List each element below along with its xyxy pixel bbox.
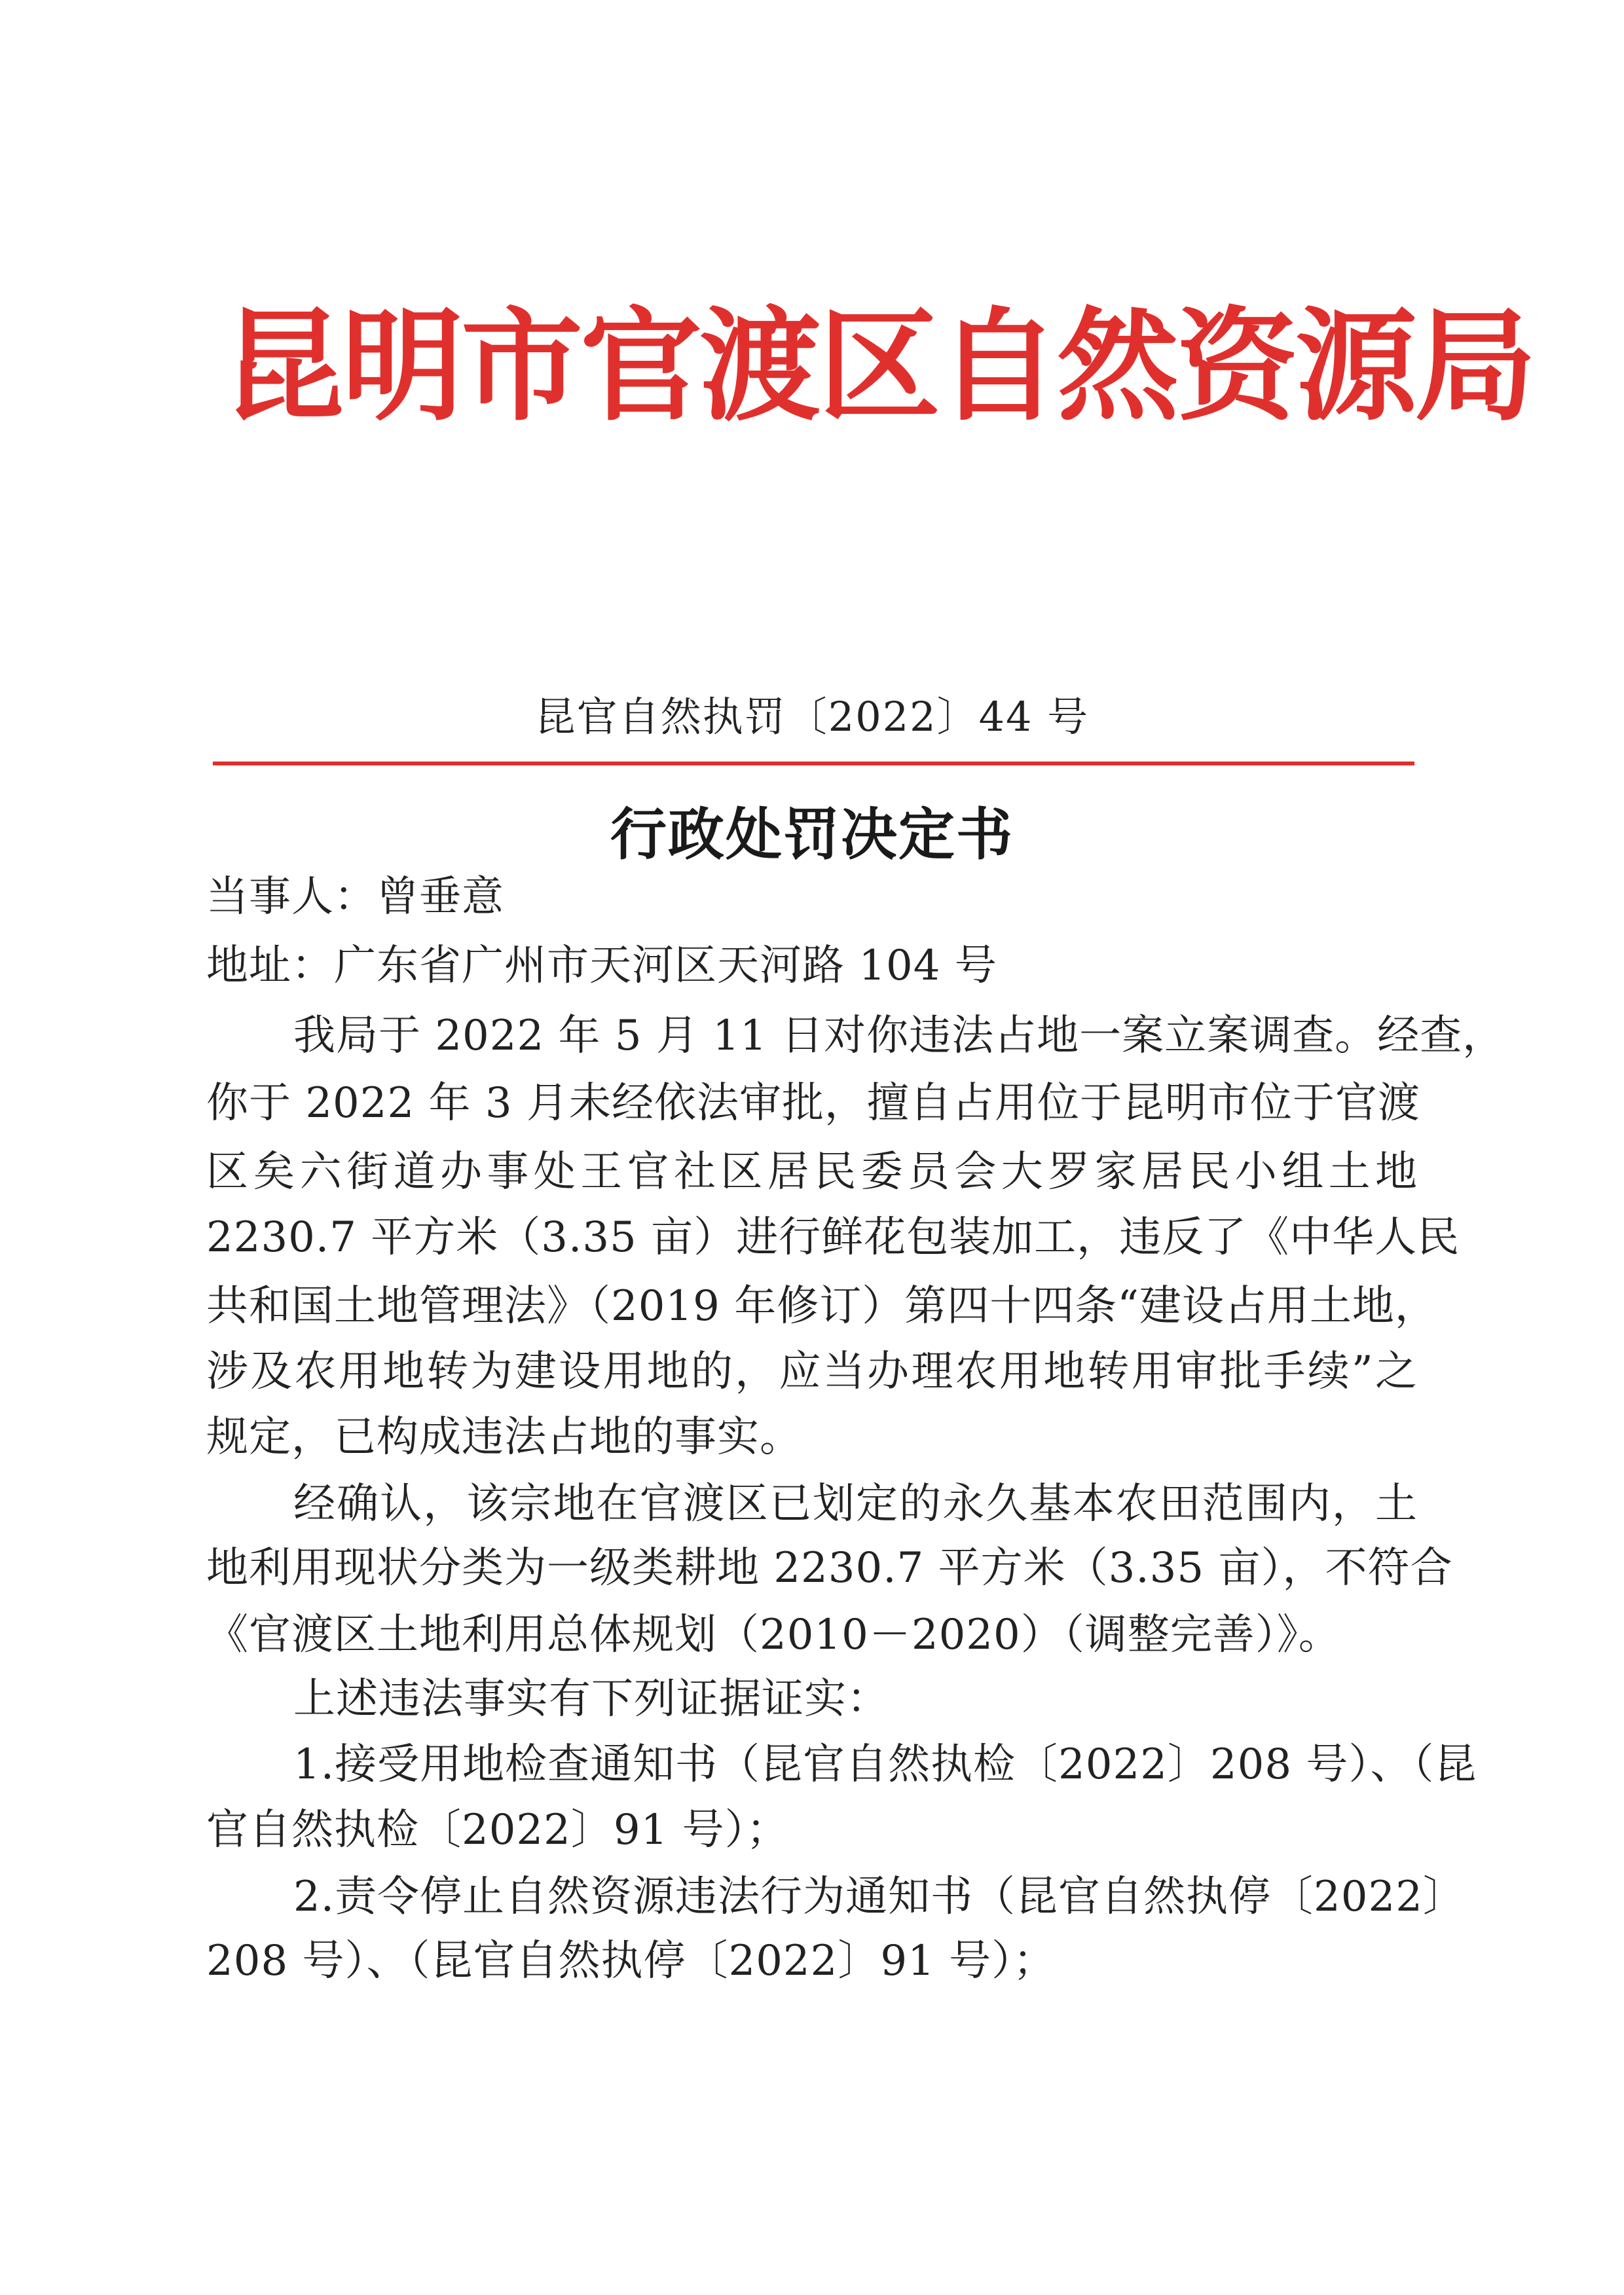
body-line: 2230.7 平方米（3.35 亩）进行鲜花包装加工，违反了《中华人民 [206,1213,1460,1262]
body-line: 《官渡区土地利用总体规划（2010－2020）（调整完善）》。 [206,1611,1341,1659]
document-number: 昆官自然执罚〔2022〕44 号 [534,693,1090,741]
party-address: 地址：广东省广州市天河区天河路 104 号 [206,942,997,990]
body-line: 地利用现状分类为一级类耕地 2230.7 平方米（3.35 亩），不符合 [206,1544,1453,1592]
body-line: 规定，已构成违法占地的事实。 [206,1413,802,1461]
body-line: 区矣六街道办事处王官社区居民委员会大罗家居民小组土地 [206,1148,1418,1196]
evidence-item: 2.责令停止自然资源违法行为通知书（昆官自然执停〔2022〕 [293,1873,1466,1921]
body-line: 我局于 2022 年 5 月 11 日对你违法占地一案立案调查。经查， [293,1012,1505,1060]
body-line: 你于 2022 年 3 月未经依法审批，擅自占用位于昆明市位于官渡 [206,1079,1420,1128]
evidence-item: 208 号）、（昆官自然执停〔2022〕91 号）； [206,1937,1056,1985]
red-divider-line [213,762,1414,765]
evidence-item: 官自然执检〔2022〕91 号）； [206,1806,789,1854]
agency-letterhead: 昆明市官渡区自然资源局 [223,295,1534,437]
evidence-item: 1.接受用地检查通知书（昆官自然执检〔2022〕208 号）、（昆 [293,1740,1477,1789]
party-name: 当事人：曾垂意 [206,873,504,921]
document-title: 行政处罚决定书 [610,801,1014,868]
body-line: 经确认，该宗地在官渡区已划定的永久基本农田范围内，土 [293,1480,1418,1528]
body-line: 上述违法事实有下列证据证实： [293,1675,889,1723]
body-line: 共和国土地管理法》（2019 年修订）第四十四条“建设占用土地， [206,1282,1437,1331]
body-line: 涉及农用地转为建设用地的，应当办理农用地转用审批手续”之 [206,1348,1418,1396]
